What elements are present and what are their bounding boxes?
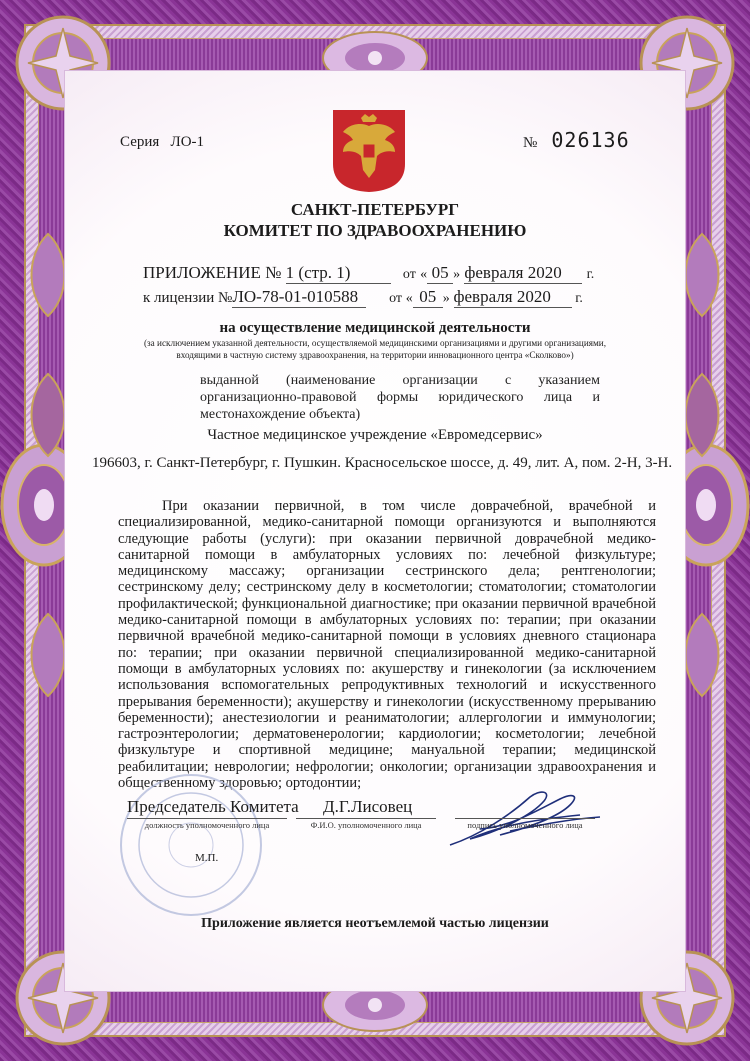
form-number	[523, 128, 630, 152]
number-value: 026136	[551, 128, 630, 152]
appendix-year-suffix: г.	[586, 267, 595, 282]
appendix-month-year: февраля 2020	[464, 263, 582, 284]
series-line	[120, 134, 204, 151]
license-day-close: »	[442, 291, 450, 306]
appendix-label: ПРИЛОЖЕНИЕ №	[143, 263, 282, 282]
appendix-row	[143, 263, 594, 284]
license-year-suffix: г.	[575, 291, 583, 306]
russian-coat-of-arms-icon	[331, 108, 407, 194]
stamp-place-label: М.П.	[195, 852, 219, 864]
license-month-year: февраля 2020	[454, 287, 572, 308]
license-value: ЛО-78-01-010588	[232, 287, 366, 308]
appendix-day: 05	[427, 263, 453, 284]
license-date-prefix: от	[389, 291, 402, 306]
caption-name: Ф.И.О. уполномоченного лица	[296, 818, 436, 830]
appendix-day-open: «	[420, 267, 428, 282]
purpose-heading: на осуществление медицинской деятельности	[219, 320, 531, 336]
caption-signature: подпись уполномоченного лица	[455, 818, 595, 830]
series-label: Серия	[120, 134, 160, 150]
official-stamp-icon	[118, 772, 264, 918]
caption-position: должность уполномоченного лица	[127, 818, 287, 830]
license-day: 05	[413, 287, 443, 308]
organization-name: Частное медицинское учреждение «Евромедсервис»	[207, 427, 543, 443]
organization-address: 196603, г. Санкт-Петербург, г. Пушкин. Красносельское шоссе, д. 49, лит. А, пом. 2-Н, 3-Н.	[92, 455, 673, 471]
services-paragraph: При оказании первичной, в том числе доврачебной, врачебной и специализированной, медико-санитарной помощи организуются и выполняются следующие работы (услуги): при оказании первичной доврачебной медико-санитарной помощи в амбулаторных условиях по: лечебной физкультуре; медицинскому массажу; организации сестринского дела; рентгенологии; сестринскому делу; сестринскому делу в косметологии; стоматологии; стоматологии профилактической; функциональной диагностике; при оказании первичной врачебной медико-санитарной помощи в амбулаторных условиях по: терапии; при оказании первичной врачебной медико-санитарной помощи в условиях дневного стационара по: терапии; при оказании первичной специализированной медико-санитарной помощи в амбулаторных условиях по: акушерству и гинекологии (за исключением использования вспомогательных репродуктивных технологий и искусственного прерывания беременности); акушерству и гинекологии (искусственному прерыванию беременности); анестезиологии и реаниматологии; аллергологии и иммунологии; гастроэнтерологии; дерматовенерологии; кардиологии; косметологии; лечебной физкультуре и спортивной медицине; мануальной терапии; медицинской реабилитации; неврологии; нефрологии; онкологии; организации здравоохранения и общественному здоровью; ортодонтии;	[118, 498, 656, 792]
appendix-value: 1 (стр. 1)	[286, 263, 391, 284]
exception-note: (за исключением указанной деятельности, осуществляемой медицинскими организациями и другими организациями, входящими в частную систему здравоохранения, на территории инновационного центра «Сколково»)	[143, 338, 607, 360]
appendix-day-close: »	[453, 267, 461, 282]
appendix-date-prefix: от	[402, 267, 416, 282]
number-sign: №	[523, 135, 539, 151]
license-day-open: «	[405, 291, 413, 306]
services-text	[118, 498, 656, 791]
city-title: САНКТ-ПЕТЕРБУРГ	[290, 200, 460, 219]
signatory-position: Председатель Комитета	[127, 797, 299, 816]
signatory-name: Д.Г.Лисовец	[323, 797, 413, 816]
license-label: к лицензии №	[143, 290, 233, 306]
license-row	[143, 287, 583, 308]
committee-title: КОМИТЕТ ПО ЗДРАВООХРАНЕНИЮ	[223, 221, 527, 240]
footer-note: Приложение является неотъемлемой частью лицензии	[201, 916, 549, 931]
issued-caption: выданной (наименование организации с указанием организационно-правовой формы юридического лица и местонахождение объекта)	[200, 373, 600, 422]
series-value: ЛО-1	[170, 134, 205, 150]
